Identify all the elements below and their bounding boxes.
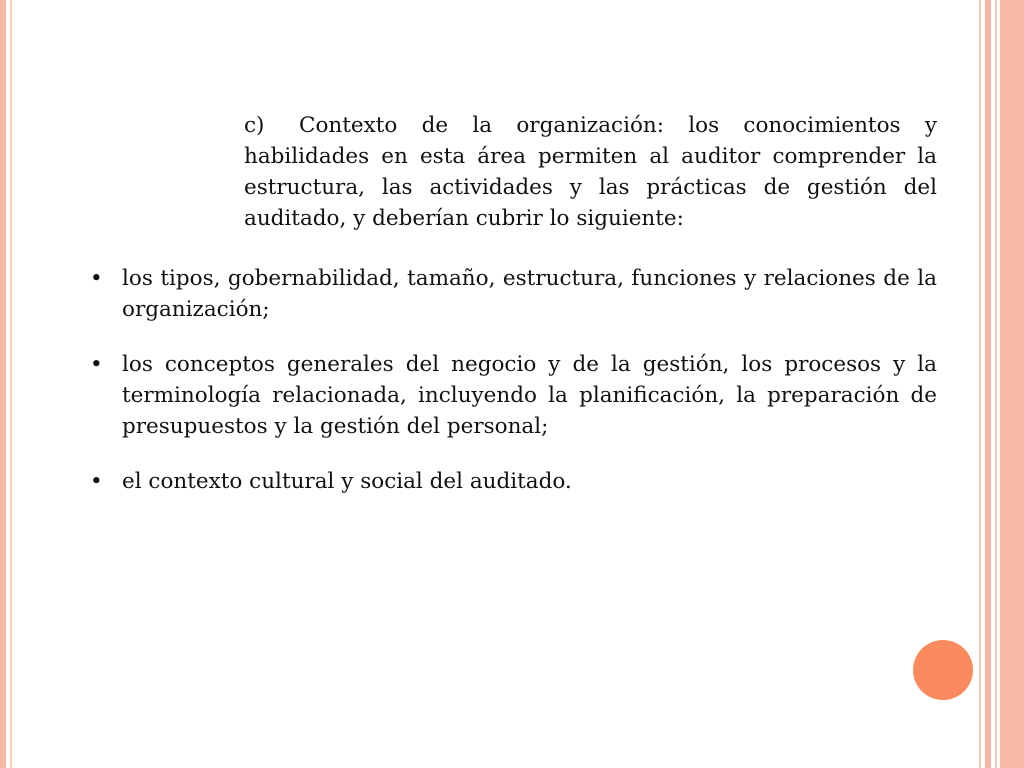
bullet-icon: • — [90, 266, 103, 291]
bullet-icon: • — [90, 469, 103, 494]
intro-marker: c) — [244, 113, 265, 138]
list-item — [90, 349, 937, 442]
intro-paragraph — [244, 110, 937, 234]
bullet-icon: • — [90, 352, 103, 377]
left-border-thin-stripe — [10, 0, 12, 768]
list-item — [90, 466, 937, 497]
right-border-wide-stripe — [1000, 0, 1024, 768]
intro-text: Contexto de la organización: los conocimientos y habilidades en esta área permiten al auditor comprender la estructura, las actividades y las prácticas de gestión del auditado, y deberían cubrir lo siguiente: — [244, 113, 937, 231]
bullet-text: los conceptos generales del negocio y de la gestión, los procesos y la terminología relacionada, incluyendo la planificación, la preparación de presupuestos y la gestión del personal; — [122, 352, 937, 439]
list-item — [90, 263, 937, 325]
bullet-list — [90, 263, 937, 521]
right-border-stripe — [985, 0, 991, 768]
bullet-text: los tipos, gobernabilidad, tamaño, estructura, funciones y relaciones de la organización; — [122, 266, 937, 322]
right-border-thin-stripe — [979, 0, 981, 768]
right-border-thin-stripe-2 — [995, 0, 997, 768]
bullet-text: el contexto cultural y social del auditado. — [122, 469, 572, 494]
left-border-stripe — [0, 0, 6, 768]
orange-circle-icon — [913, 640, 973, 700]
